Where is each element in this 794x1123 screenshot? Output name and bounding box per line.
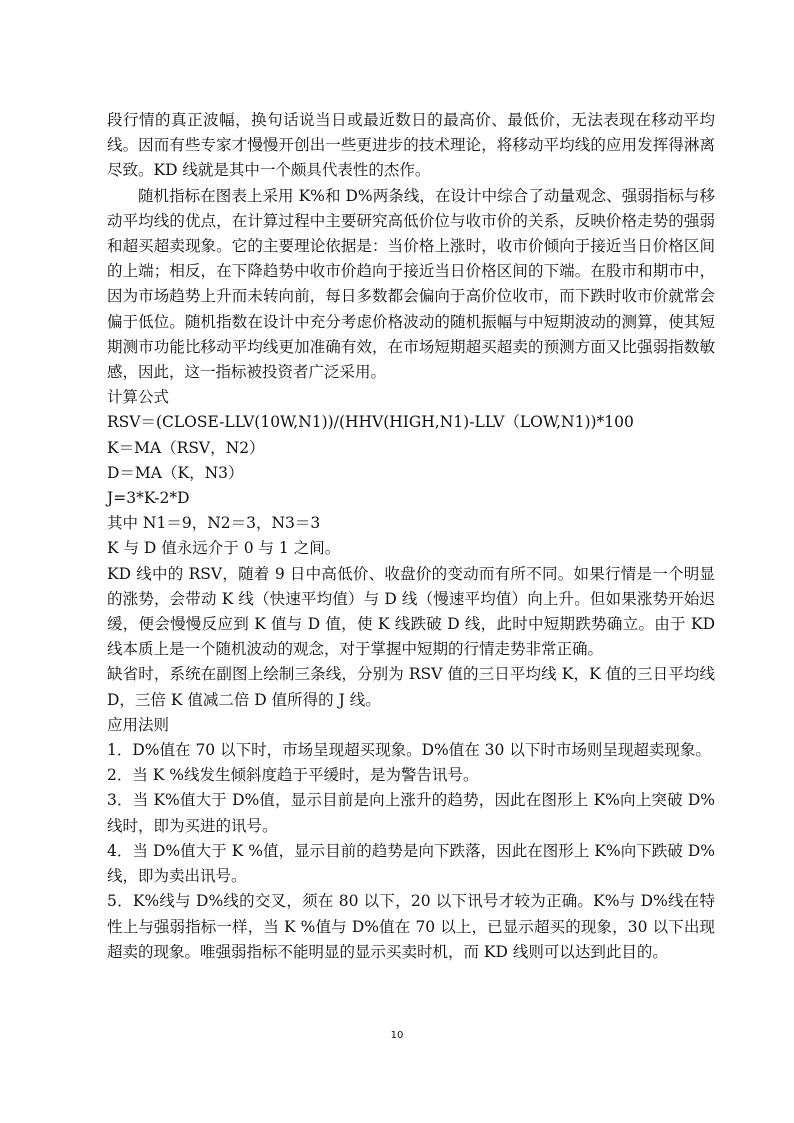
formula-rsv: RSV＝(CLOSE-LLV(10W,N1))/(HHV(HIGH,N1)-LLV（LOW,N1))*100 [107,413,634,432]
rule-3: 3．当 K%值大于 D%值，显示目前是向上涨升的趋势，因此在图形上 K%向上突破 D%线时，即为买进的讯号。 [107,791,715,835]
formula-params: 其中 N1＝9，N2＝3，N3＝3 [107,514,321,533]
rule-5: 5．K%线与 D%线的交叉，须在 80 以下，20 以下讯号才较为正确。K%与 D%线在特性上与强弱指标一样，当 K %值与 D%值在 70 以上，已显示超买的现象，30 以下出现超卖的现象。唯强弱指标不能明显的显示买卖时机，而 KD 线则可以达到此目的。 [107,892,715,961]
value-range: K 与 D 值永远介于 0 与 1 之间。 [107,539,341,558]
rule-1: 1．D%值在 70 以下时，市场呈现超买现象。D%值在 30 以下时市场则呈现超卖现象。 [107,741,711,760]
paragraph-theory: 随机指标在图表上采用 K%和 D%两条线，在设计中综合了动量观念、强弱指标与移动平均线的优点，在计算过程中主要研究高低价位与收市价的关系，反映价格走势的强弱和超买超卖现象。它的主要理论依据是：当价格上涨时，收市价倾向于接近当日价格区间的上端；相反，在下降趋势中收市价趋向于接近当日价格区间的下端。在股市和期市中，因为市场趋势上升而未转向前，每日多数都会偏向于高价位收市，而下跌时收市价就常会偏于低位。随机指数在设计中充分考虑价格波动的随机振幅与中短期波动的测算，使其短期测市功能比移动平均线更加准确有效，在市场短期超买超卖的预测方面又比强弱指数敏感，因此，这一指标被投资者广泛采用。 [107,186,715,382]
formula-d: D＝MA（K，N3） [107,463,244,482]
paragraph-default-desc: 缺省时，系统在副图上绘制三条线，分别为 RSV 值的三日平均线 K，K 值的三日平均线 D，三倍 K 值减二倍 D 值所得的 J 线。 [107,665,715,709]
formula-j: J=3*K-2*D [107,489,190,508]
page-body [107,108,715,965]
paragraph-intro: 段行情的真正波幅，换句话说当日或最近数日的最高价、最低价，无法表现在移动平均线。因而有些专家才慢慢开创出一些更进步的技术理论，将移动平均线的应用发挥得淋离尽致。KD 线就是其中一个颇具代表性的杰作。 [107,111,715,180]
rules-heading: 应用法则 [107,715,170,734]
formula-heading: 计算公式 [107,388,170,407]
formula-k: K＝MA（RSV，N2） [107,438,265,457]
rule-2: 2．当 K %线发生倾斜度趋于平缓时，是为警告讯号。 [107,766,479,785]
paragraph-kd-desc: KD 线中的 RSV，随着 9 日中高低价、收盘价的变动而有所不同。如果行情是一个明显的涨势，会带动 K 线（快速平均值）与 D 线（慢速平均值）向上升。但如果涨势开始迟缓，便会慢慢反应到 K 值与 D 值，使 K 线跌破 D 线，此时中短期跌势确立。由于 KD 线本质上是一个随机波动的观念，对于掌握中短期的行情走势非常正确。 [107,564,715,659]
rule-4: 4．当 D%值大于 K %值，显示目前的趋势是向下跌落，因此在图形上 K%向下跌破 D%线，即为卖出讯号。 [107,841,715,886]
page-number: 10 [390,1030,404,1041]
